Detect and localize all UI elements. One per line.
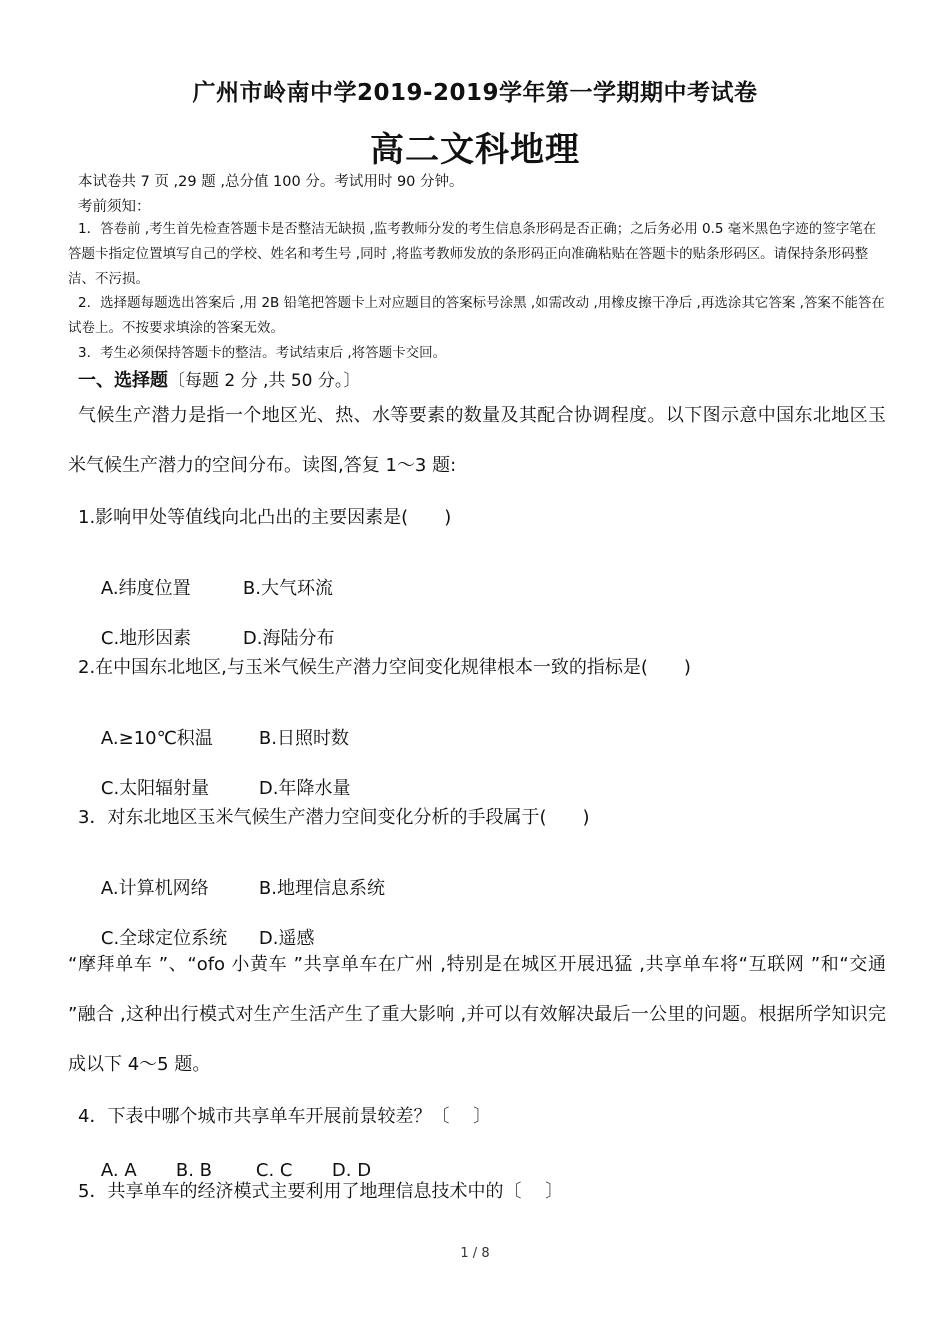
question-4-option-d: D. D	[331, 1160, 372, 1181]
exam-info: 本试卷共 7 页 ,29 题 ,总分值 100 分。考试用时 90 分钟。	[78, 174, 464, 190]
notice-item-1: 1．答卷前 ,考生首先检查答题卡是否整洁无缺损 ,监考教师分发的考生信息条形码是否正确；之后务必用 0.5 毫米黑色字迹的签字笔在答题卡指定位置填写自己的学校、姓名和考生号 ,同时 ,将监考教师发放的条形码正向准确粘贴在答题卡的贴条形码区。请保持条形码整洁、不污损。	[68, 221, 877, 287]
notice-item-3: 3．考生必须保持答题卡的整洁。考试结束后 ,将答题卡交回。	[78, 345, 447, 361]
question-1-option-b: B.大气环流	[242, 578, 333, 599]
question-4-stem: 4．下表中哪个城市共享单车开展前景较差？〔 〕	[78, 1106, 492, 1127]
section-note: 〔每题 2 分 ,共 50 分。〕	[168, 371, 361, 391]
question-1-option-c: C.地形因素	[100, 628, 192, 649]
question-1-stem: 1.影响甲处等值线向北凸出的主要因素是( )	[78, 507, 452, 528]
question-3-option-a: A.计算机网络	[100, 878, 209, 899]
exam-subject-title: 高二文科地理	[370, 130, 580, 170]
question-5-stem: 5．共享单车的经济模式主要利用了地理信息技术中的〔 〕	[78, 1181, 564, 1202]
question-3-option-b: B.地理信息系统	[258, 878, 385, 899]
question-2-option-b: B.日照时数	[258, 728, 349, 749]
question-1-option-d: D.海陆分布	[242, 628, 335, 649]
question-1-option-a: A.纬度位置	[100, 578, 191, 599]
question-4-option-c: C. C	[255, 1160, 293, 1181]
question-2-option-c: C.太阳辐射量	[100, 778, 210, 799]
passage-1: 气候生产潜力是指一个地区光、热、水等要素的数量及其配合协调程度。以下图示意中国东北地区玉米气候生产潜力的空间分布。读图,答复 1～3 题:	[68, 405, 886, 476]
exam-title: 广州市岭南中学2019-2019学年第一学期期中考试卷	[192, 80, 758, 106]
question-2-option-d: D.年降水量	[258, 778, 351, 799]
question-3-option-c: C.全球定位系统	[100, 928, 228, 949]
question-4-option-b: B. B	[175, 1160, 213, 1181]
question-2-option-a: A.≥10℃积温	[100, 728, 213, 749]
page-number: 1 / 8	[460, 1246, 490, 1261]
question-3-option-d: D.遥感	[258, 928, 315, 949]
passage-2: “摩拜单车 ”、“ofo 小黄车 ”共享单车在广州 ,特别是在城区开展迅猛 ,共享单车将“互联网 ”和“交通 ”融合 ,这种出行模式对生产生活产生了重大影响 ,并可以有效解决最后一公里的问题。根据所学知识完成以下 4～5 题。	[68, 954, 886, 1075]
question-3-stem: 3．对东北地区玉米气候生产潜力空间变化分析的手段属于( )	[78, 807, 590, 828]
question-2-stem: 2.在中国东北地区,与玉米气候生产潜力空间变化规律根本一致的指标是( )	[78, 657, 691, 678]
section-heading	[78, 366, 360, 392]
section-name: 一、选择题	[78, 370, 168, 391]
question-4-option-a: A. A	[100, 1160, 137, 1181]
notice-item-2: 2．选择题每题选出答案后 ,用 2B 铅笔把答题卡上对应题目的答案标号涂黑 ,如需改动 ,用橡皮擦干净后 ,再选涂其它答案 ,答案不能答在试卷上。不按要求填涂的答案无效。	[68, 295, 885, 336]
notice-title: 考前须知：	[78, 199, 151, 215]
